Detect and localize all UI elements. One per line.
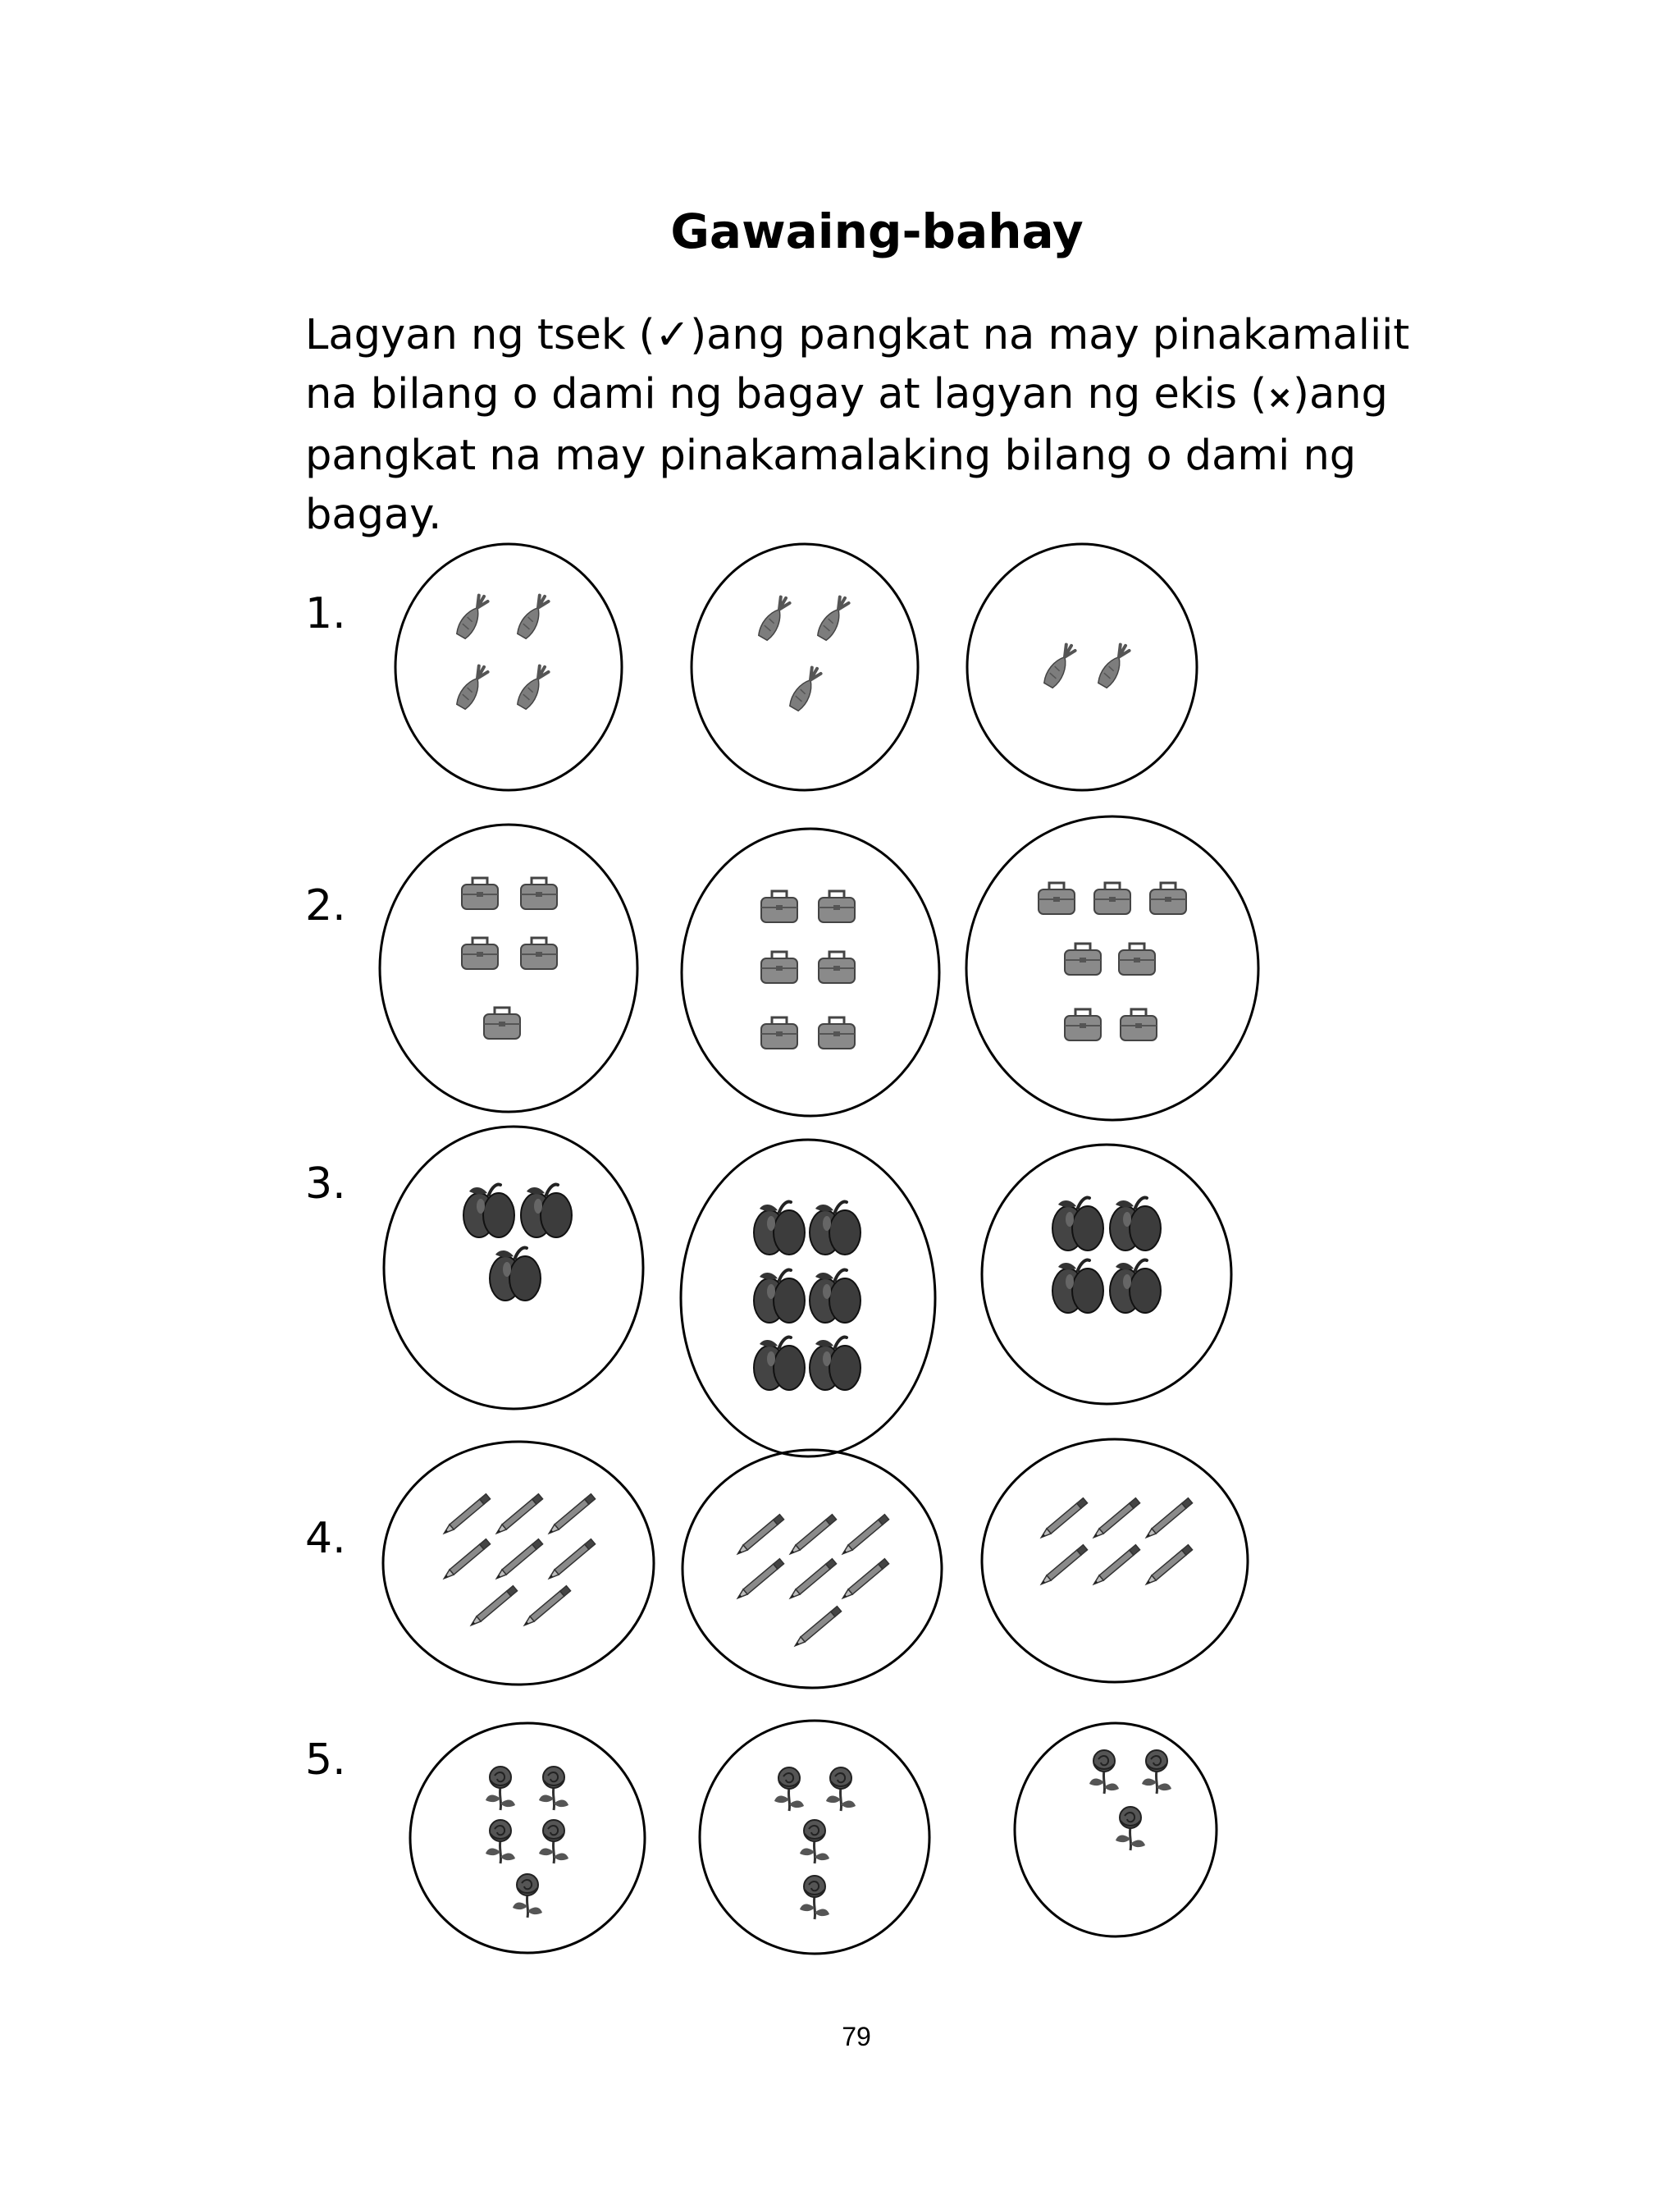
pencil-icon [442, 1494, 491, 1536]
row-5-roses [410, 1721, 1217, 1954]
group-circle[interactable] [682, 829, 939, 1116]
group-circle[interactable] [966, 816, 1258, 1120]
apple-icon [810, 1337, 861, 1391]
row-4-pencils [383, 1439, 1248, 1688]
rose-icon [486, 1767, 515, 1810]
item-number-5: 5. [305, 1735, 346, 1785]
page-number: 79 [842, 2022, 871, 2051]
group-circle[interactable] [410, 1723, 645, 1953]
apple-icon [1052, 1198, 1103, 1251]
rose-icon [486, 1820, 515, 1863]
pencil-icon [1144, 1545, 1193, 1587]
apple-icon [1110, 1260, 1161, 1314]
carrot-icon [454, 592, 491, 640]
group-circle[interactable] [967, 544, 1197, 790]
pencil-icon [1144, 1498, 1193, 1540]
pencil-icon [841, 1515, 889, 1557]
bag-icon [1121, 1009, 1157, 1040]
row-3-apples [384, 1127, 1231, 1456]
carrot-icon [815, 594, 851, 642]
pencil-icon [736, 1515, 784, 1557]
apple-icon [754, 1270, 805, 1324]
apple-icon [810, 1270, 861, 1324]
bag-icon [819, 1017, 855, 1049]
carrot-icon [454, 663, 491, 711]
page-title: Gawaing-bahay [670, 203, 1084, 259]
pencil-icon [547, 1539, 596, 1581]
pencil-icon [788, 1559, 837, 1601]
rose-icon [539, 1767, 568, 1810]
rose-icon [1089, 1750, 1119, 1794]
carrot-icon [756, 594, 792, 642]
bag-icon [462, 878, 498, 909]
pencil-icon [841, 1559, 889, 1601]
pencil-icon [442, 1539, 491, 1581]
instruction-line-1: Lagyan ng tsek (✓)ang pangkat na may pinakamaliit [305, 311, 1410, 359]
bag-icon [1094, 883, 1130, 914]
apple-icon [754, 1337, 805, 1391]
pencil-icon [788, 1515, 837, 1557]
group-circle[interactable] [682, 1450, 942, 1688]
carrot-icon [515, 663, 551, 711]
item-number-2: 2. [305, 881, 346, 930]
carrot-icon [788, 665, 824, 712]
pencil-icon [793, 1607, 842, 1648]
instruction-line-2: na bilang o dami ng bagay at lagyan ng ekis (×)ang [305, 370, 1388, 418]
apple-icon [1110, 1198, 1161, 1251]
carrot-icon [1042, 642, 1078, 689]
group-circle[interactable] [395, 544, 622, 790]
pencil-icon [1039, 1545, 1088, 1587]
pencil-icon [495, 1494, 543, 1536]
rose-icon [774, 1767, 804, 1811]
apple-icon [1052, 1260, 1103, 1314]
bag-icon [761, 952, 797, 983]
group-circle[interactable] [380, 825, 637, 1112]
row-1-carrots [395, 544, 1197, 790]
group-circle[interactable] [982, 1439, 1248, 1682]
apple-icon [754, 1202, 805, 1255]
item-number-4: 4. [305, 1514, 346, 1563]
item-number-3: 3. [305, 1159, 346, 1209]
bag-icon [521, 878, 557, 909]
carrot-icon [1096, 642, 1132, 689]
bag-icon [819, 891, 855, 922]
apple-icon [521, 1185, 572, 1238]
rose-icon [1142, 1750, 1171, 1794]
bag-icon [462, 938, 498, 969]
bag-icon [484, 1008, 520, 1039]
bag-icon [1119, 944, 1155, 975]
bag-icon [819, 952, 855, 983]
bag-icon [1150, 883, 1186, 914]
bag-icon [761, 891, 797, 922]
instruction-line-3: pangkat na may pinakamalaking bilang o dami ng [305, 432, 1357, 480]
group-circle[interactable] [681, 1140, 935, 1456]
rose-icon [800, 1876, 829, 1919]
pencil-icon [523, 1586, 571, 1628]
group-circle[interactable] [982, 1145, 1231, 1404]
group-circle[interactable] [1015, 1723, 1217, 1936]
bag-icon [1039, 883, 1075, 914]
carrot-icon [515, 592, 551, 640]
pencil-icon [1039, 1498, 1088, 1540]
x-mark-icon: × [1267, 379, 1294, 415]
bag-icon [761, 1017, 797, 1049]
pencil-icon [1092, 1498, 1140, 1540]
row-2-bags [380, 816, 1258, 1120]
pencil-icon [1092, 1545, 1140, 1587]
item-number-1: 1. [305, 589, 346, 638]
bag-icon [1065, 1009, 1101, 1040]
apple-icon [463, 1185, 514, 1238]
bag-icon [521, 938, 557, 969]
rose-icon [513, 1874, 542, 1918]
rose-icon [826, 1767, 856, 1811]
rose-icon [1116, 1807, 1145, 1850]
rose-icon [539, 1820, 568, 1863]
check-mark-icon: ✓ [655, 311, 691, 359]
pencil-icon [736, 1559, 784, 1601]
rose-icon [800, 1820, 829, 1863]
pencil-icon [469, 1586, 518, 1628]
group-circle[interactable] [692, 544, 918, 790]
bag-icon [1065, 944, 1101, 975]
pencil-icon [495, 1539, 543, 1581]
pencil-icon [547, 1494, 596, 1536]
instruction-line-4: bagay. [305, 491, 442, 539]
apple-icon [490, 1248, 541, 1301]
apple-icon [810, 1202, 861, 1255]
